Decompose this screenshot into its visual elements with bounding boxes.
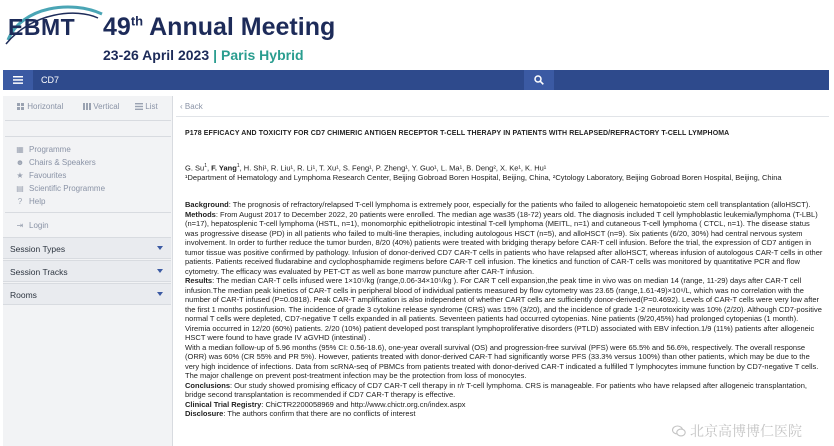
author-rest: , H. Shi¹, R. Liu¹, R. Li¹, T. Xu¹, S. Feng¹, P. Zheng¹, Y. Guo¹, L. Ma¹, B. Deng², X. Ke¹, K. Hu¹ [239, 163, 547, 173]
section-session-tracks[interactable] [3, 260, 171, 282]
chevron-left-icon: ‹ [180, 102, 183, 111]
sidebar-item-favourites[interactable] [15, 171, 66, 180]
meeting-dates-text: 23-26 April 2023 [103, 47, 210, 63]
abstract-conclusions [185, 381, 825, 400]
meeting-title-text: Annual Meeting [149, 13, 336, 41]
watermark [672, 421, 802, 441]
disclosure-text: : The authors confirm that there are no conflicts of interest [223, 409, 416, 418]
presenting-author: F. Yang [211, 163, 237, 173]
abstract-disclosure [185, 409, 825, 419]
section-label: Session Tracks [10, 267, 68, 277]
view-vertical[interactable] [83, 102, 119, 111]
people-icon: ☻ [15, 158, 25, 167]
meeting-ordinal-suffix: th [130, 13, 144, 29]
view-vertical-label: Vertical [93, 102, 120, 111]
login-icon: ⇥ [16, 221, 24, 230]
wechat-icon [672, 424, 686, 438]
view-toggle [5, 102, 171, 116]
results-label: Results [185, 276, 213, 285]
header-divider [176, 116, 829, 117]
section-rooms[interactable] [3, 283, 171, 305]
help-icon: ? [17, 197, 23, 206]
search-bar [3, 70, 829, 90]
sidebar-item-label: Login [29, 221, 49, 230]
conclusions-label: Conclusions [185, 380, 231, 390]
search-button[interactable] [524, 70, 554, 90]
document-icon: ▤ [16, 184, 24, 193]
conference-banner [0, 0, 834, 66]
sidebar-item-scientific-programme[interactable] [15, 184, 105, 193]
search-input[interactable] [37, 72, 522, 88]
watermark-text: 北京高博博仁医院 [690, 423, 802, 439]
methods-label: Methods [185, 209, 216, 219]
sidebar-divider [5, 136, 171, 137]
author-affiliation-mark: 1 [236, 163, 240, 169]
abstract-panel [176, 96, 829, 446]
author-affiliation-mark: 1 [204, 163, 207, 169]
back-link-label: Back [184, 102, 203, 111]
author-affiliations: ¹Department of Hematology and Lymphoma Research Center, Beijing Gobroad Boren Hospital, Beijing, China, ²Cytology Laboratory, Beijing Gobroad Boren Hospital, Beijing, China [185, 173, 782, 182]
abstract-methods [185, 210, 825, 277]
background-text: : The prognosis of refractory/relapsed T-cell lymphoma is extremely poor, especially for the patients who failed to allogeneic hematopoietic stem cell transplantation (alloHSCT). [228, 200, 811, 209]
chevron-down-icon [157, 292, 163, 296]
sidebar [3, 96, 173, 446]
dates-separator: | [213, 47, 218, 63]
view-list-label: List [145, 102, 158, 111]
view-horizontal[interactable] [17, 102, 63, 111]
abstract-registry [185, 400, 825, 410]
meeting-dates [103, 47, 304, 63]
registry-label: Clinical Trial Registry [185, 399, 262, 409]
search-icon [534, 75, 544, 85]
abstract-body [185, 200, 825, 419]
abstract-title: P178 EFFICACY AND TOXICITY FOR CD7 CHIMERIC ANTIGEN RECEPTOR T-CELL THERAPY IN PATIENTS WITH RELAPSED/REFRACTORY T-CELL LYMPHOMA [185, 130, 730, 137]
sidebar-item-programme[interactable] [15, 145, 71, 154]
sidebar-item-login[interactable] [15, 221, 49, 230]
sidebar-item-label: Favourites [29, 171, 67, 180]
sidebar-divider [5, 212, 171, 213]
author-first: G. Su [185, 163, 205, 173]
calendar-icon: ▦ [16, 145, 24, 154]
meeting-place: Paris Hybrid [221, 47, 304, 63]
view-list[interactable] [135, 102, 158, 111]
sidebar-item-chairs-speakers[interactable] [15, 158, 96, 167]
sidebar-item-label: Help [29, 197, 46, 206]
section-session-types[interactable] [3, 237, 171, 259]
hamburger-icon [13, 76, 23, 84]
view-horizontal-label: Horizontal [27, 102, 64, 111]
sidebar-item-help[interactable] [15, 197, 45, 206]
registry-text: : ChiCTR2200058969 and http://www.chictr.org.cn/index.aspx [261, 399, 466, 409]
section-label: Rooms [10, 290, 37, 300]
disclosure-label: Disclosure [185, 409, 224, 418]
abstract-results-followup: With a median follow-up of 5.96 months (95% CI: 0.56-18.6), one-year overall survival (OS) and progression-free survival (PFS) were 65.5% and 56.6%, respectively. The overall response (ORR) was 60% (CR 55% and PR 5%). However, patients treated with donor-derived CAR-T had significantly worse PFS (33.3% versus 100%) than other patients, which may be due to the very high incidence of infections. Data from scRNA-seq of PBMCs from patients treated with donor-derived CAR-T indicated a fulfilled T lymphocytes immune function by CD7-negative T cells. The major challenge on prevent post-treatment infection may be the protection from loss of monocytes. [185, 342, 819, 380]
grid-icon [17, 103, 25, 110]
sidebar-divider [5, 120, 171, 121]
star-icon: ★ [16, 171, 24, 180]
abstract-background [185, 200, 825, 210]
ebmt-logo: EBMT [8, 14, 76, 40]
sidebar-item-label: Chairs & Speakers [29, 158, 96, 167]
menu-button[interactable] [3, 70, 33, 90]
abstract-results [185, 276, 825, 343]
list-icon [135, 103, 143, 110]
back-link[interactable] [180, 102, 203, 111]
methods-text: : From August 2017 to December 2022, 20 patients were enrolled. The median age was35 (18-72) years old. The diagnosis included T cell lymphoblastic leukemia/lymphoma (T-LBL) (n=17), hepatosplenic T-cell lymphoma (HSTL, n=1), monomorphic epitheliotropic intestinal T-cell lymphoma (MEITL, n=1) and cutaneous T-cell lymphoma ( CTCL, n=1). The disease status was progressive disease (PD) in all patients who failed to multi-line therapies, including autologous HSCT (n=5), and alloHSCT (n=9). Six patients (6/20, 30%) had central nervous system involvement. In order to further reduce the tumor burden, 8/20 (40%) patients were treated with bridging therapy before CAR-T cell infusion. Before the trial, the expression of CD7 antigen in tumor tissue was positive confirmed by pathology. Infusion of donor-derived CD7 CAR-T cells in patients who have relapsed after alloHSCT, whereas infusion of autologous CAR-T cells in other patients. Patients received fludarabine and cyclophosphamide regimens before CAR-T cell infusion. The kinetics and function of CAR-T cells was monitored by quantitative PCR and flow cytometry. The efficacy was evaluated by PET-CT as well as bone marrow puncture after CAR-T infusion. [185, 209, 823, 276]
conclusions-text: : Our study showed promising efficacy of CD7 CAR-T cell therapy in r/r T-cell lymphoma. CRS is manageable. For patients who have relapsed after allogeneic transplantation, bridge second transplantation is recommended if CD7 CAR-T therapy is effective. [185, 380, 807, 399]
chevron-down-icon [157, 269, 163, 273]
author-list: G. Su$^1$, F. Yang$^1$, H. Shi¹, R. Liu¹, R. Li¹, T. Xu¹, S. Feng¹, P. Zheng¹, Y. Guo¹, L. Ma¹, B. Deng², X. Ke¹, K. Hu¹ ¹Department of Hematology and Lymphoma Research Center, Beijing Gobroad Boren Hospital, Beijing, China, ²Cytology Laboratory, Beijing Gobroad Boren Hospital, Beijing, China [185, 162, 825, 183]
meeting-title [103, 13, 335, 42]
results-text: : The median CAR-T cells infused were 1×10⁵/kg (range,0.06-34×10⁵/kg ). For CAR T cell expansion,the peak time in vivo was on median 14 (range, 11-29) days after CAR-T cell infusion.The median peak kinetics of CAR-T cells in peripheral blood of individual patients measured by flow cytometry was 23.65 (range,1.61-49)×10⁶/L, which was no correlation with the number of CAR-T infused (P=0.0818). Peak CAR-T amplification is also independent of whether CART cells are sufficiently donor-derived(P=0.4692). Levels of CAR-T cells were very low after the first 1 months postinfusion. The incidence of grade 3 cytokine release syndrome (CRS) was 15% (3/20), and the incidence of grade 1-2 neurotoxicity was 10% (2/20). Although CD7-positive normal T cells were depleted, CD7-negative T cells expanded in all patients. Seventeen patients had occurred cytopenias. Nine patients (9/20,45%) had prolonged cytopenias (1 month). Viremia occurred in 12/20 (60%) patients. 2/20 (10%) patient developed post transplant lymphoproliferative disorders (PTLD) associated with EBV infection.1/9 (11%) patients after allogeneic HSCT were found to have grade IV aGVHD (intestinal) . [185, 276, 822, 342]
background-label: Background [185, 200, 229, 209]
meeting-ordinal: 49 [103, 13, 131, 41]
sidebar-item-label: Programme [29, 145, 71, 154]
columns-icon [83, 103, 91, 110]
sidebar-item-label: Scientific Programme [29, 184, 106, 193]
section-label: Session Types [10, 244, 66, 254]
chevron-down-icon [157, 246, 163, 250]
